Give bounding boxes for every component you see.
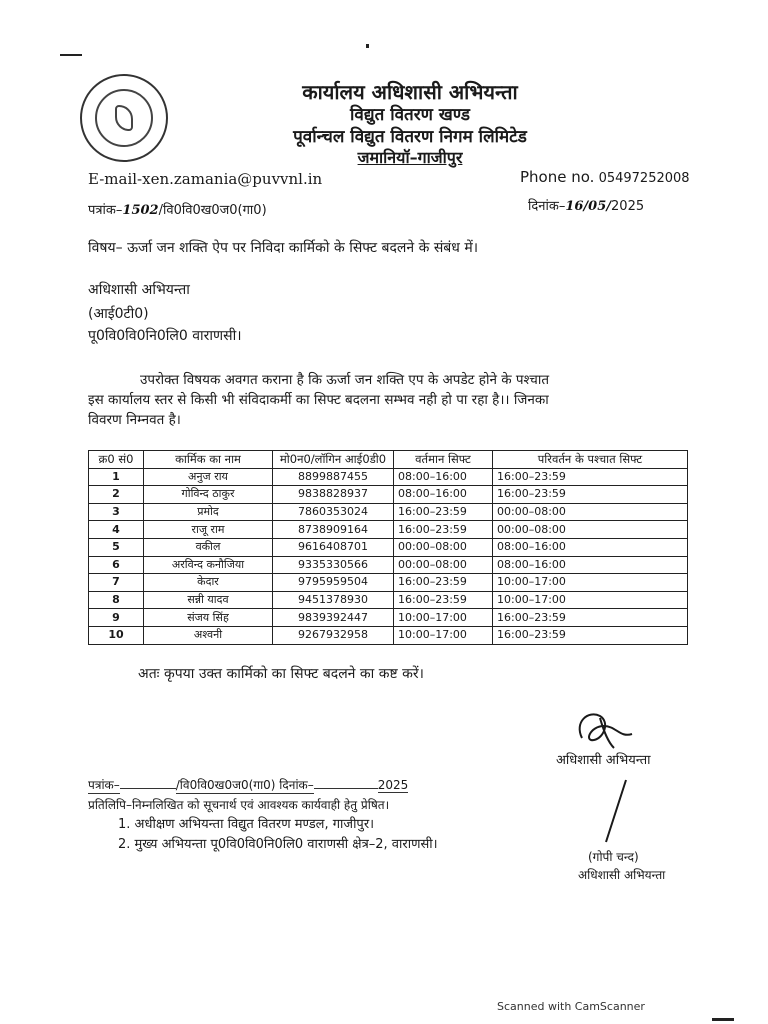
corporation-name: पूर्वान्चल विद्युत वितरण निगम लिमिटेड — [293, 127, 527, 147]
employee-name-cell: वकील — [144, 538, 273, 556]
table-row — [89, 626, 688, 644]
copy-intro: प्रतिलिपि–निम्नलिखित को सूचनार्थ एवं आवश्यक कार्यवाही हेतु प्रेषित। — [88, 798, 390, 812]
employee-name-cell: प्रमोद — [144, 503, 273, 521]
logo-emblem-icon — [95, 89, 153, 147]
employee-name-cell: गोविन्द ठाकुर — [144, 486, 273, 504]
current-shift-cell: 08:00–16:00 — [394, 486, 493, 504]
employee-name-cell: राजू राम — [144, 521, 273, 539]
letter-subject: विषय– ऊर्जा जन शक्ति ऐप पर निविदा कार्मिको के सिफ्ट बदलने के संबंध में। — [88, 240, 479, 256]
scan-mark — [366, 44, 369, 48]
mobile-cell: 9616408701 — [273, 538, 394, 556]
location-name: जमानियॉ–गाजीपुर — [357, 148, 463, 167]
body-text-1: उपरोक्त विषयक अवगत कराना है कि ऊर्जा जन शक्ति एप के अपडेट होने के पश्चात — [140, 372, 550, 388]
ref-suffix: /वि0वि0ख0ज0(गा0) — [158, 203, 267, 218]
date-year: 2025 — [611, 199, 645, 214]
header-serial: क्र0 सं0 — [89, 451, 144, 469]
mobile-cell: 8899887455 — [273, 468, 394, 486]
header-current-shift: वर्तमान सिफ्ट — [394, 451, 493, 469]
new-shift-cell: 08:00–16:00 — [493, 538, 688, 556]
new-shift-cell: 00:00–08:00 — [493, 503, 688, 521]
serial-cell: 8 — [89, 591, 144, 609]
table-row — [89, 591, 688, 609]
signatory-name: (गोपी चन्द) — [588, 850, 639, 864]
current-shift-cell: 16:00–23:59 — [394, 503, 493, 521]
date-label: दिनांक– — [528, 199, 566, 214]
serial-cell: 7 — [89, 574, 144, 592]
header-employee-name: कार्मिक का नाम — [144, 451, 273, 469]
current-shift-cell: 08:00–16:00 — [394, 468, 493, 486]
serial-cell: 4 — [89, 521, 144, 539]
body-line-2: इस कार्यालय स्तर से किसी भी संविदाकर्मी का सिफ्ट बदलना सम्भव नही हो पा रहा है।। जिनका — [88, 392, 549, 408]
ref-label: पत्रांक– — [88, 203, 123, 218]
copy-recipient-1: 1. अधीक्षण अभियन्ता विद्युत वितरण मण्डल, गाजीपुर। — [118, 817, 375, 832]
organization-logo-seal — [80, 74, 168, 162]
current-shift-cell: 16:00–23:59 — [394, 591, 493, 609]
mobile-cell: 9795959504 — [273, 574, 394, 592]
serial-cell: 2 — [89, 486, 144, 504]
copy-ref-label: पत्रांक– — [88, 778, 120, 792]
addressee-line-3: पू0वि0वि0नि0लि0 वाराणसी। — [88, 328, 242, 344]
body-line-3: विवरण निम्नवत है। — [88, 412, 181, 428]
mobile-cell: 7860353024 — [273, 503, 394, 521]
new-shift-cell: 16:00–23:59 — [493, 468, 688, 486]
closing-request: अतः कृपया उक्त कार्मिको का सिफ्ट बदलने का कष्ट करें। — [138, 666, 424, 682]
phone-number: 05497252008 — [598, 171, 690, 186]
current-shift-cell: 00:00–08:00 — [394, 556, 493, 574]
phone-label: Phone no. — [520, 168, 595, 186]
body-line-1 — [88, 370, 688, 390]
mobile-cell: 9267932958 — [273, 626, 394, 644]
ref-number-handwritten: 1502 — [122, 203, 159, 218]
employee-name-cell: अरविन्द कनौजिया — [144, 556, 273, 574]
date-handwritten: 16/05/ — [565, 199, 612, 214]
current-shift-cell: 16:00–23:59 — [394, 574, 493, 592]
scan-mark — [712, 1018, 734, 1021]
table-row — [89, 574, 688, 592]
shift-change-table — [88, 450, 688, 645]
copy-ref-suffix: /वि0वि0ख0ज0(गा0) दिनांक– — [175, 778, 314, 792]
mobile-cell: 9838828937 — [273, 486, 394, 504]
office-title: कार्यालय अधिशासी अभियन्ता — [302, 80, 518, 104]
employee-name-cell: संजय सिंह — [144, 609, 273, 627]
copy-ref-year: 2025 — [377, 778, 409, 792]
employee-name-cell: अश्वनी — [144, 626, 273, 644]
reference-number — [88, 200, 267, 218]
current-shift-cell: 00:00–08:00 — [394, 538, 493, 556]
new-shift-cell: 10:00–17:00 — [493, 591, 688, 609]
letter-date — [528, 196, 644, 214]
new-shift-cell: 16:00–23:59 — [493, 609, 688, 627]
scanner-watermark: Scanned with CamScanner — [497, 1000, 645, 1013]
employee-name-cell: अनुज राय — [144, 468, 273, 486]
serial-cell: 10 — [89, 626, 144, 644]
addressee-line-2: (आई0टी0) — [88, 306, 149, 322]
mobile-cell: 9839392447 — [273, 609, 394, 627]
new-shift-cell: 16:00–23:59 — [493, 626, 688, 644]
new-shift-cell: 00:00–08:00 — [493, 521, 688, 539]
employee-name-cell: सन्नी यादव — [144, 591, 273, 609]
signature-stroke-image — [600, 778, 630, 844]
table-row — [89, 556, 688, 574]
serial-cell: 1 — [89, 468, 144, 486]
serial-cell: 5 — [89, 538, 144, 556]
scan-mark — [60, 54, 82, 56]
current-shift-cell: 16:00–23:59 — [394, 521, 493, 539]
new-shift-cell: 16:00–23:59 — [493, 486, 688, 504]
division-name: विद्युत वितरण खण्ड — [350, 105, 470, 125]
new-shift-cell: 08:00–16:00 — [493, 556, 688, 574]
table-row — [89, 538, 688, 556]
new-shift-cell: 10:00–17:00 — [493, 574, 688, 592]
copy-recipient-2: 2. मुख्य अभियन्ता पू0वि0वि0नि0लि0 वाराणसी क्षेत्र–2, वाराणसी। — [118, 837, 438, 852]
addressee-line-1: अधिशासी अभियन्ता — [88, 282, 190, 298]
current-shift-cell: 10:00–17:00 — [394, 626, 493, 644]
table-row — [89, 503, 688, 521]
serial-cell: 9 — [89, 609, 144, 627]
signatory-designation-2: अधिशासी अभियन्ता — [578, 868, 666, 882]
mobile-cell: 9335330566 — [273, 556, 394, 574]
mobile-cell: 9451378930 — [273, 591, 394, 609]
signature-image — [570, 708, 640, 752]
current-shift-cell: 10:00–17:00 — [394, 609, 493, 627]
table-row — [89, 486, 688, 504]
email-address: E-mail-xen.zamania@puvvnl.in — [88, 170, 323, 188]
table-row — [89, 609, 688, 627]
serial-cell: 3 — [89, 503, 144, 521]
copy-reference — [88, 776, 408, 794]
table-header-row — [89, 451, 688, 469]
mobile-cell: 8738909164 — [273, 521, 394, 539]
phone-info — [520, 168, 690, 186]
header-new-shift: परिवर्तन के पश्चात सिफ्ट — [493, 451, 688, 469]
signatory-designation: अधिशासी अभियन्ता — [556, 753, 651, 768]
header-mobile-login: मो0न0/लॉगिन आई0डी0 — [273, 451, 394, 469]
table-row — [89, 468, 688, 486]
employee-name-cell: केदार — [144, 574, 273, 592]
serial-cell: 6 — [89, 556, 144, 574]
table-row — [89, 521, 688, 539]
